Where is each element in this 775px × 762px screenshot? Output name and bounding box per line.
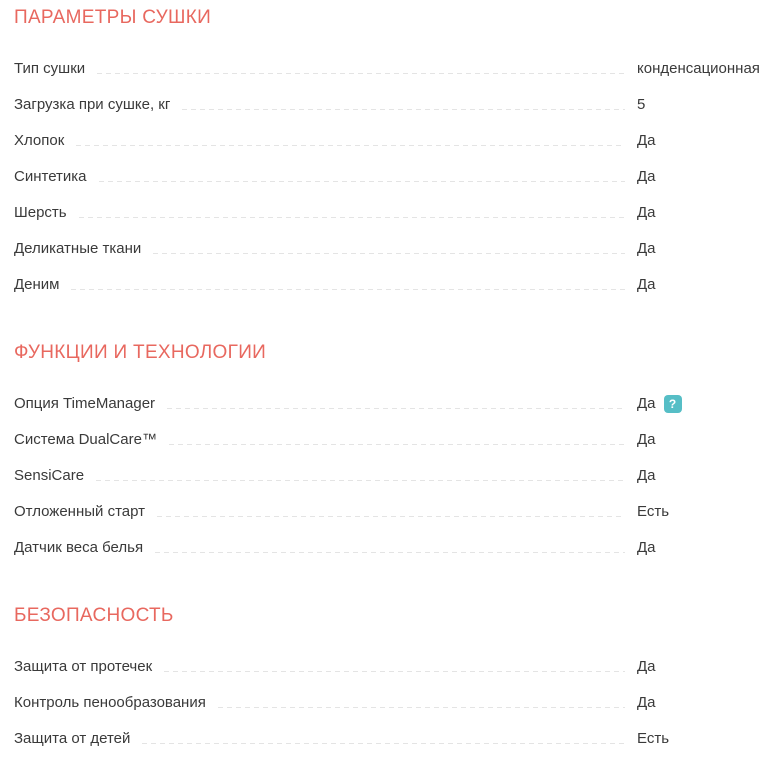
section-title: ФУНКЦИИ И ТЕХНОЛОГИИ bbox=[14, 342, 267, 363]
spec-row bbox=[14, 376, 775, 412]
spec-label: Контроль пенообразования bbox=[14, 694, 206, 711]
spec-value: Да bbox=[637, 539, 656, 556]
spec-label: Синтетика bbox=[14, 168, 87, 185]
spec-value: Да bbox=[637, 467, 656, 484]
spec-row bbox=[14, 77, 775, 113]
spec-value: Да bbox=[637, 395, 656, 412]
spec-row bbox=[14, 412, 775, 448]
spec-label: Хлопок bbox=[14, 132, 65, 149]
spec-value-cell bbox=[637, 60, 775, 77]
section-rows bbox=[14, 41, 775, 293]
dotted-leader-line bbox=[97, 73, 625, 74]
dotted-leader-line bbox=[182, 109, 625, 110]
dotted-leader-line bbox=[99, 181, 625, 182]
section-rows bbox=[14, 376, 775, 556]
spec-section bbox=[14, 343, 775, 556]
spec-value: конденсационная bbox=[637, 60, 760, 77]
spec-value-cell bbox=[637, 539, 775, 556]
spec-value: Да bbox=[637, 168, 656, 185]
spec-row bbox=[14, 448, 775, 484]
spec-label: Деликатные ткани bbox=[14, 240, 142, 257]
dotted-leader-line bbox=[218, 707, 625, 708]
spec-row bbox=[14, 149, 775, 185]
spec-row bbox=[14, 41, 775, 77]
dotted-leader-line bbox=[157, 516, 625, 517]
spec-value-cell bbox=[637, 168, 775, 185]
spec-row bbox=[14, 711, 775, 747]
spec-label: SensiCare bbox=[14, 467, 85, 484]
spec-value: Да bbox=[637, 204, 656, 221]
spec-label: Тип сушки bbox=[14, 60, 86, 77]
dotted-leader-line bbox=[76, 145, 625, 146]
dotted-leader-line bbox=[71, 289, 625, 290]
spec-value-cell bbox=[637, 240, 775, 257]
spec-value: Да bbox=[637, 694, 656, 711]
spec-label: Шерсть bbox=[14, 204, 67, 221]
spec-row bbox=[14, 221, 775, 257]
spec-value: 5 bbox=[637, 96, 646, 113]
spec-value: Да bbox=[637, 240, 656, 257]
spec-label: Система DualCare™ bbox=[14, 431, 157, 448]
spec-value-cell bbox=[637, 96, 775, 113]
spec-row bbox=[14, 520, 775, 556]
spec-value-cell bbox=[637, 503, 775, 520]
spec-value: Да bbox=[637, 658, 656, 675]
dotted-leader-line bbox=[167, 408, 625, 409]
spec-value-cell bbox=[637, 395, 775, 412]
spec-value: Да bbox=[637, 431, 656, 448]
dotted-leader-line bbox=[153, 253, 625, 254]
spec-row bbox=[14, 185, 775, 221]
section-title: БЕЗОПАСНОСТЬ bbox=[14, 605, 174, 626]
spec-value-cell bbox=[637, 431, 775, 448]
spec-label: Опция TimeManager bbox=[14, 395, 156, 412]
spec-label: Защита от детей bbox=[14, 730, 131, 747]
spec-label: Деним bbox=[14, 276, 60, 293]
spec-value: Есть bbox=[637, 503, 670, 520]
spec-label: Датчик веса белья bbox=[14, 539, 144, 556]
spec-label: Отложенный старт bbox=[14, 503, 146, 520]
dotted-leader-line bbox=[96, 480, 625, 481]
spec-label: Защита от протечек bbox=[14, 658, 153, 675]
spec-value: Да bbox=[637, 276, 656, 293]
spec-value-cell bbox=[637, 467, 775, 484]
spec-label: Загрузка при сушке, кг bbox=[14, 96, 171, 113]
dotted-leader-line bbox=[142, 743, 625, 744]
help-icon[interactable]: ? bbox=[664, 395, 682, 413]
spec-value-cell bbox=[637, 132, 775, 149]
spec-row bbox=[14, 675, 775, 711]
spec-value-cell bbox=[637, 204, 775, 221]
spec-value-cell bbox=[637, 694, 775, 711]
dotted-leader-line bbox=[164, 671, 625, 672]
dotted-leader-line bbox=[169, 444, 625, 445]
spec-value-cell bbox=[637, 658, 775, 675]
spec-section bbox=[14, 8, 775, 293]
spec-row bbox=[14, 484, 775, 520]
section-rows bbox=[14, 639, 775, 747]
spec-row bbox=[14, 639, 775, 675]
spec-row bbox=[14, 257, 775, 293]
dotted-leader-line bbox=[79, 217, 625, 218]
dotted-leader-line bbox=[155, 552, 625, 553]
spec-value-cell bbox=[637, 730, 775, 747]
spec-value: Есть bbox=[637, 730, 670, 747]
spec-value-cell bbox=[637, 276, 775, 293]
spec-value: Да bbox=[637, 132, 656, 149]
section-title: ПАРАМЕТРЫ СУШКИ bbox=[14, 7, 212, 28]
spec-section bbox=[14, 606, 775, 747]
spec-row bbox=[14, 113, 775, 149]
